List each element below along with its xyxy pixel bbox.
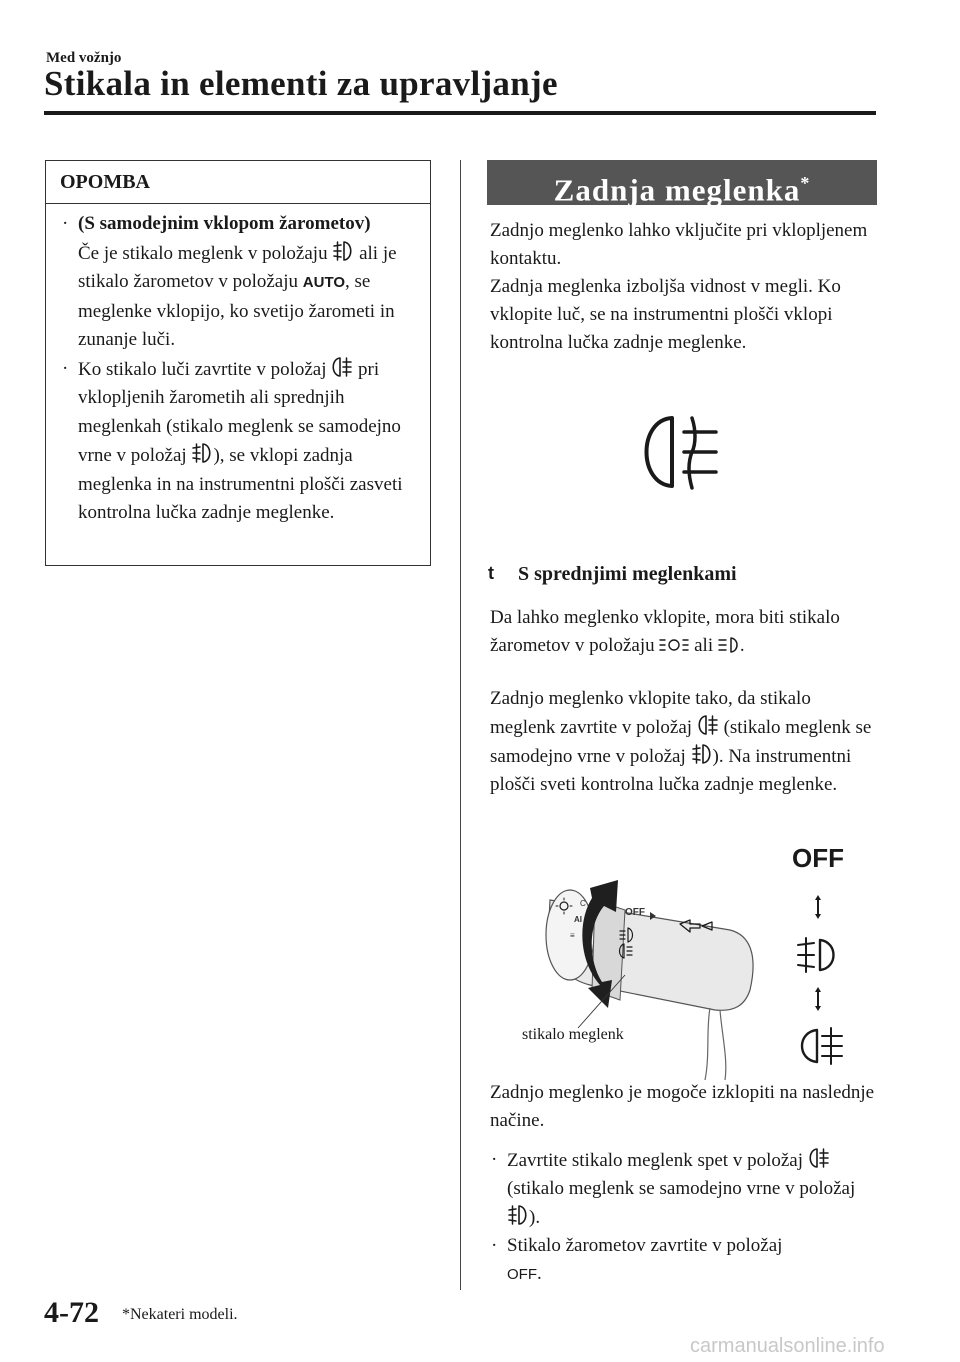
parking-light-icon [659, 635, 689, 655]
list-item: · Stikalo žarometov zavrtite v položaj OFF. [491, 1232, 876, 1289]
svg-text:≡: ≡ [570, 931, 575, 940]
svg-text:AI: AI [574, 915, 582, 924]
rear-fog-indicator-icon [640, 410, 740, 499]
svg-text:OFF: OFF [625, 907, 645, 918]
column-divider [460, 160, 461, 1290]
front-fog-light-icon [507, 1203, 529, 1227]
subhead-marker: t [488, 563, 494, 583]
note-body [46, 204, 430, 528]
figure-off-label: OFF [792, 843, 844, 873]
note-item-1-text: Če je stikalo meglenk v položaju ali je stikalo žarometov v položaju AUTO, se meglenke vklopijo, ko svetijo žarometi in zunanje luči. [78, 239, 420, 355]
rear-fog-light-icon [808, 1146, 830, 1170]
rear-fog-light-icon [697, 713, 719, 737]
bullet: · [62, 213, 69, 234]
section-banner: Zadnja meglenka* [487, 160, 877, 205]
figure-caption-fog-switch: stikalo meglenk [522, 1026, 624, 1043]
bullet: · [491, 1235, 498, 1256]
paragraph-turn-on: Zadnjo meglenko vklopite tako, da stikalo meglenk zavrtite v položaj (stikalo meglenk se samodejno vrne v položaj ). Na instrumentni plošči sveti kontrolna lučka zadnje meglenke. [490, 688, 872, 795]
off-position-label: OFF [507, 1266, 537, 1283]
watermark: carmanualsonline.info [690, 1335, 885, 1357]
note-item-2: · Ko stikalo luči zavrtite v položaj pri vklopljenih žarometih ali sprednjih meglenkah (stikalo meglenk se samodejno vrne v položaj ), se vklopi zadnja meglenka in na instrumentni plošči zasveti kontrolna lučka zadnje meglenke. [62, 355, 420, 528]
fog-switch-drawing [500, 840, 880, 1080]
bullet: · [62, 357, 69, 379]
note-box [45, 160, 431, 566]
note-item-1 [62, 210, 420, 355]
rear-fog-light-icon [331, 355, 353, 379]
turn-off-list [491, 1146, 876, 1289]
bullet: · [491, 1149, 498, 1170]
intro-paragraph-2: Zadnja meglenka izboljša vidnost v megli. Ko vklopite luč, se na instrumentni plošči vklopi kontrolna lučka zadnje meglenke. [490, 276, 841, 353]
auto-label: AUTO [302, 274, 346, 291]
section-kicker: Med vožnjo [46, 50, 122, 66]
fog-switch-figure [500, 840, 880, 1080]
headlight-icon [718, 635, 740, 655]
intro-paragraph-1: Zadnjo meglenko lahko vključite pri vklopljenem kontaktu. [490, 220, 868, 269]
front-fog-light-icon [691, 742, 713, 766]
title-rule [44, 111, 876, 115]
front-fog-light-icon [332, 239, 354, 263]
subsection-heading: S sprednjimi meglenkami [518, 563, 737, 585]
page-number: 4-72 [44, 1296, 99, 1329]
front-fog-light-icon [191, 441, 213, 465]
note-item-1-heading: (S samodejnim vklopom žarometov) [78, 213, 371, 234]
paragraph-turn-off: Zadnjo meglenko je mogoče izklopiti na naslednje načine. [490, 1082, 875, 1131]
footnote: *Nekateri modeli. [122, 1306, 238, 1323]
svg-text:C: C [580, 899, 586, 908]
list-item: · Zavrtite stikalo meglenk spet v položaj (stikalo meglenk se samodejno vrne v položaj ). [491, 1146, 876, 1232]
page-title: Stikala in elementi za upravljanje [44, 64, 558, 103]
note-title: OPOMBA [46, 161, 430, 204]
paragraph-headlamp-requirement: Da lahko meglenko vklopite, mora biti stikalo žarometov v položaju ali . [490, 607, 840, 656]
